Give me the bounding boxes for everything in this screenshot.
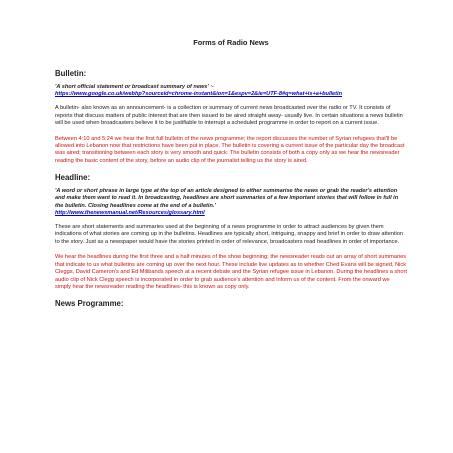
headline-paragraph: These are short statements and summaries used at the beginning of a news programme in order to attract audiences by given them indications of what stories are coming up in the bulletins. Headlines are typically short, intriguing, snappy and brief in order to draw attention to the story. Just as a newspaper would have the stories printed in order of relevance, broadcasters read headlines in order of importance. xyxy=(55,224,404,245)
headline-heading: Headline: xyxy=(55,173,91,183)
headline-definition-quote: 'A word or short phrase in large type at the top of an article designed to either summarise the news or grab the reader's attention and make them want to read it. In broadcasting, headlines are short summaries of a few important stories that will follow in full in the bulletin. Closing headlines come at the end of a bulletin.' xyxy=(55,188,399,209)
bulletin-source-link[interactable]: https://www.google.co.uk/webhp?sourceid=chrome-instant&ion=1&espv=2&ie=UTF-8#q=what+is+a+bulletin xyxy=(55,91,342,98)
bulletin-heading: Bulletin: xyxy=(55,69,87,78)
document-title: Forms of Radio News xyxy=(193,38,269,47)
bulletin-definition-quote: 'A short official statement or broadcast summary of news' ~ xyxy=(55,84,214,90)
news-programme-heading: News Programme: xyxy=(55,299,124,309)
bulletin-analysis-paragraph: Between 4:10 and 5:24 we hear the first full bulletin of the news programme; the report discusses the number of Syrian refugees that'll be allowed into Lebanon now that restrictions have been put in place. The bulletin is covering a current issue of the particular day the broadcast was aired; transitioning between each story is very smooth and quick. The bulletin consists of both a copy only as we hear the newsreader reading the basic content of the story, before an audio clip of the journalist telling us the story is aired. xyxy=(55,135,405,164)
bulletin-section xyxy=(55,69,407,165)
news-programme-section xyxy=(55,299,407,308)
headline-section xyxy=(55,173,407,291)
bulletin-paragraph: A bulletin- also known as an announcement- is a collection or summary of current news broadcasted over the radio or TV. It consists of reports that discuss matters of public interest that are then issued to be aired straight away- usually live. In certain situations a news bulletin will be used when broadcasters believe it to be justifiable to interrupt a scheduled programme in order to report on a current issue. xyxy=(55,105,403,127)
headline-analysis-paragraph: We hear the headlines during the first three and a half minutes of the show beginning; the newsreader reads out an array of short summaries that indicate to us what bulletins are coming up over the next hour. These include live updates as to whether Ched Evans will be signed, Nick Cleggs, David Cameron's and Ed Milibands speech at a recent debate and the Syrian refugee issue in Lebanon. During the headlines a short audio clip of Nick Clegg speech is incorporated in order to grab audience's attention and inform us of the content. From the onward we simply hear the newsreader reading the headlines- this is known as copy only. xyxy=(55,254,407,290)
headline-source-link[interactable]: http://www.thenewsmanual.net/Resources/glossary.html xyxy=(55,209,205,216)
